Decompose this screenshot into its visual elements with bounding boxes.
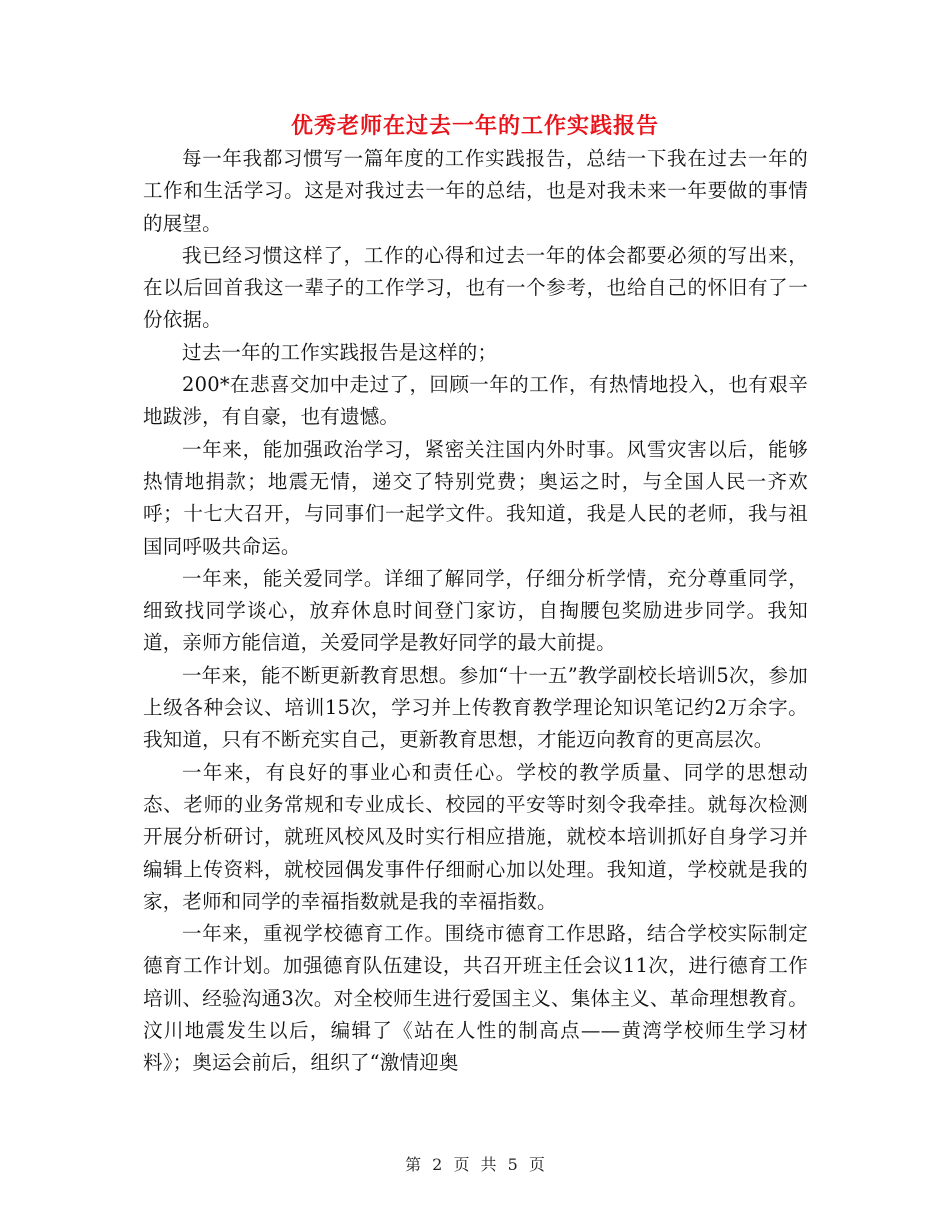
- paragraph: 我已经习惯这样了，工作的心得和过去一年的体会都要必须的写出来，在以后回首我这一辈子的工作学习，也有一个参考，也给自己的怀旧有了一份依据。: [143, 243, 808, 332]
- paragraph: 一年来，能不断更新教育思想。参加“十一五”教学副校长培训5次，参加上级各种会议、培训15次，学习并上传教育教学理论知识笔记约2万余字。我知道，只有不断充实自己，更新教育思想，才能迈向教育的更高层次。: [143, 663, 808, 752]
- document-title: 优秀老师在过去一年的工作实践报告: [290, 113, 659, 139]
- paragraph: 过去一年的工作实践报告是这样的；: [182, 340, 498, 364]
- page-number-footer: 第 2 页 共 5 页: [405, 1155, 545, 1174]
- paragraph: 200*在悲喜交加中走过了，回顾一年的工作，有热情地投入，也有艰辛地跋涉，有自豪，也有遗憾。: [143, 373, 808, 429]
- paragraph: 一年来，有良好的事业心和责任心。学校的教学质量、同学的思想动态、老师的业务常规和专业成长、校园的平安等时刻令我牵挂。就每次检测开展分析研讨，就班风校风及时实行相应措施，就校本培训抓好自身学习并编辑上传资料，就校园偶发事件仔细耐心加以处理。我知道，学校就是我的家，老师和同学的幸福指数就是我的幸福指数。: [143, 760, 808, 913]
- document-body: [143, 143, 808, 1080]
- paragraph: 一年来，重视学校德育工作。围绕市德育工作思路，结合学校实际制定德育工作计划。加强德育队伍建设，共召开班主任会议11次，进行德育工作培训、经验沟通3次。对全校师生进行爱国主义、集体主义、革命理想教育。汶川地震发生以后，编辑了《站在人性的制高点——黄湾学校师生学习材料》；奥运会前后，组织了“激情迎奥: [143, 922, 808, 1075]
- paragraph: 一年来，能加强政治学习，紧密关注国内外时事。风雪灾害以后，能够热情地捐款；地震无情，递交了特别党费；奥运之时，与全国人民一齐欢呼；十七大召开，与同事们一起学文件。我知道，我是人民的老师，我与祖国同呼吸共命运。: [143, 437, 808, 558]
- paragraph: 每一年我都习惯写一篇年度的工作实践报告，总结一下我在过去一年的工作和生活学习。这是对我过去一年的总结，也是对我未来一年要做的事情的展望。: [143, 147, 808, 235]
- paragraph: 一年来，能关爱同学。详细了解同学，仔细分析学情，充分尊重同学，细致找同学谈心，放弃休息时间登门家访，自掏腰包奖励进步同学。我知道，亲师方能信道，关爱同学是教好同学的最大前提。: [143, 566, 808, 655]
